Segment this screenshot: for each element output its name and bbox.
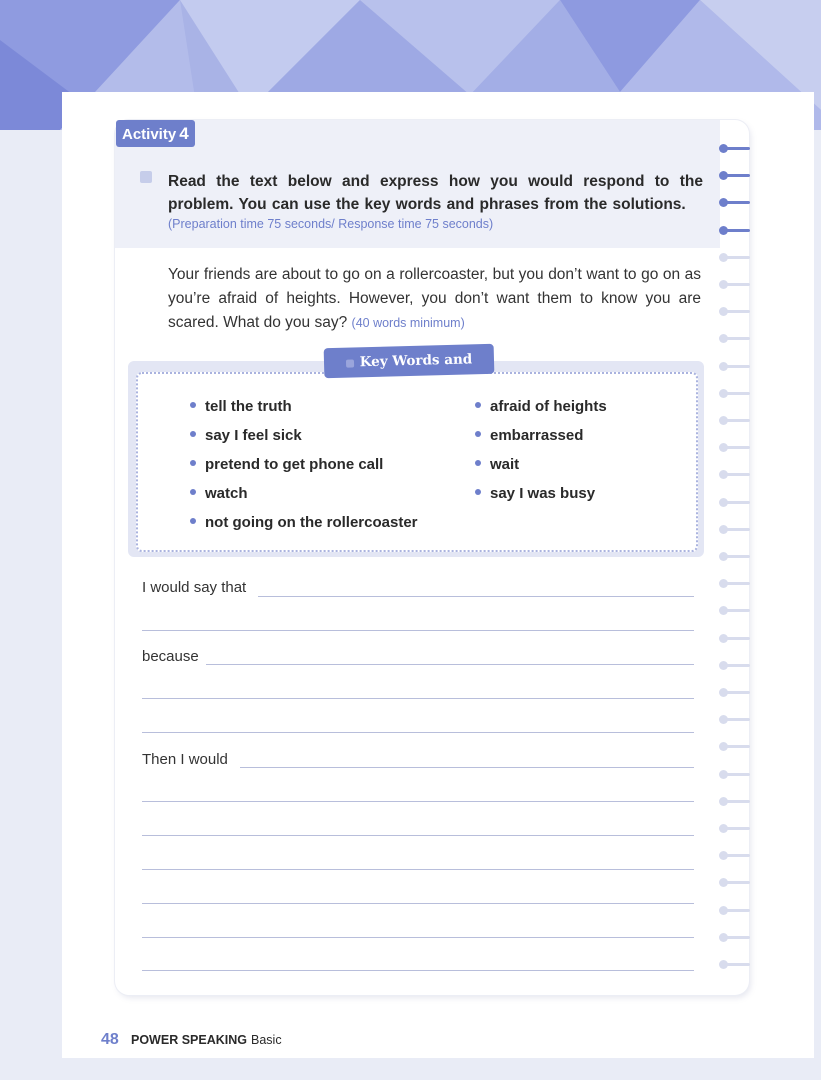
key-word-item: say I was busy (475, 485, 595, 502)
ring-wire-icon (726, 637, 750, 640)
answer-line[interactable] (142, 937, 694, 938)
ring-wire-icon (726, 963, 750, 966)
ring-wire-icon (726, 609, 750, 612)
answer-line[interactable] (142, 835, 694, 836)
ring-wire-icon (726, 745, 750, 748)
ring-wire-icon (726, 582, 750, 585)
key-word-item: wait (475, 456, 519, 473)
activity-number: 4 (179, 124, 189, 143)
key-word-item: afraid of heights (475, 398, 607, 415)
answer-line[interactable] (206, 664, 694, 665)
answer-line[interactable] (240, 767, 694, 768)
answer-prompt-because: because (142, 648, 199, 665)
key-word-item: not going on the rollercoaster (190, 514, 418, 531)
ring-wire-icon (726, 936, 750, 939)
instruction-text: Read the text below and express how you would respond to the problem. You can use the key words and phrases from the solutions. (168, 173, 703, 213)
key-word-item: say I feel sick (190, 427, 302, 444)
ring-wire-icon (726, 283, 750, 286)
book-level: Basic (251, 1033, 282, 1047)
ring-wire-icon (726, 392, 750, 395)
ring-wire-icon (726, 256, 750, 259)
answer-line[interactable] (142, 698, 694, 699)
word-minimum-note: (40 words minimum) (351, 316, 465, 330)
activity-label: Activity (122, 126, 177, 143)
title-dot-icon (346, 359, 354, 367)
ring-wire-icon (726, 773, 750, 776)
ring-wire-icon (726, 691, 750, 694)
ring-wire-icon (726, 201, 750, 204)
ring-wire-icon (726, 555, 750, 558)
answer-prompt-then: Then I would (142, 751, 228, 768)
ring-wire-icon (726, 174, 750, 177)
ring-wire-icon (726, 827, 750, 830)
ring-wire-icon (726, 310, 750, 313)
page-number: 48 (101, 1031, 119, 1048)
ring-wire-icon (726, 664, 750, 667)
book-title: POWER SPEAKING (131, 1033, 247, 1047)
answer-line[interactable] (142, 732, 694, 733)
answer-line[interactable] (142, 801, 694, 802)
ring-wire-icon (726, 501, 750, 504)
instruction-bullet-icon (140, 171, 152, 183)
ring-wire-icon (726, 419, 750, 422)
answer-prompt-say: I would say that (142, 579, 247, 596)
ring-wire-icon (726, 881, 750, 884)
answer-line[interactable] (142, 903, 694, 904)
ring-wire-icon (726, 446, 750, 449)
ring-wire-icon (726, 800, 750, 803)
activity-card (115, 120, 749, 995)
ring-wire-icon (726, 528, 750, 531)
answer-line[interactable] (142, 630, 694, 631)
timing-note: (Preparation time 75 seconds/ Response time 75 seconds) (168, 217, 494, 231)
ring-wire-icon (726, 854, 750, 857)
ring-wire-icon (726, 473, 750, 476)
scenario-paragraph (168, 263, 701, 335)
key-word-item: embarrassed (475, 427, 583, 444)
key-words-title-text: Key Words and Phrases (359, 351, 473, 400)
ring-wire-icon (726, 147, 750, 150)
ring-wire-icon (726, 909, 750, 912)
answer-line[interactable] (258, 596, 694, 597)
answer-line[interactable] (142, 869, 694, 870)
key-word-item: watch (190, 485, 248, 502)
ring-wire-icon (726, 337, 750, 340)
answer-line[interactable] (142, 970, 694, 971)
ring-wire-icon (726, 718, 750, 721)
key-word-item: tell the truth (190, 398, 292, 415)
ring-wire-icon (726, 365, 750, 368)
key-word-item: pretend to get phone call (190, 456, 383, 473)
scenario-text: Your friends are about to go on a rollercoaster, but you don’t want to go on as you’re afraid of heights. However, you don’t want them to know you are scared. What do you say? (168, 266, 701, 331)
key-words-title (324, 344, 495, 400)
ring-wire-icon (726, 229, 750, 232)
activity-tag (116, 120, 195, 147)
